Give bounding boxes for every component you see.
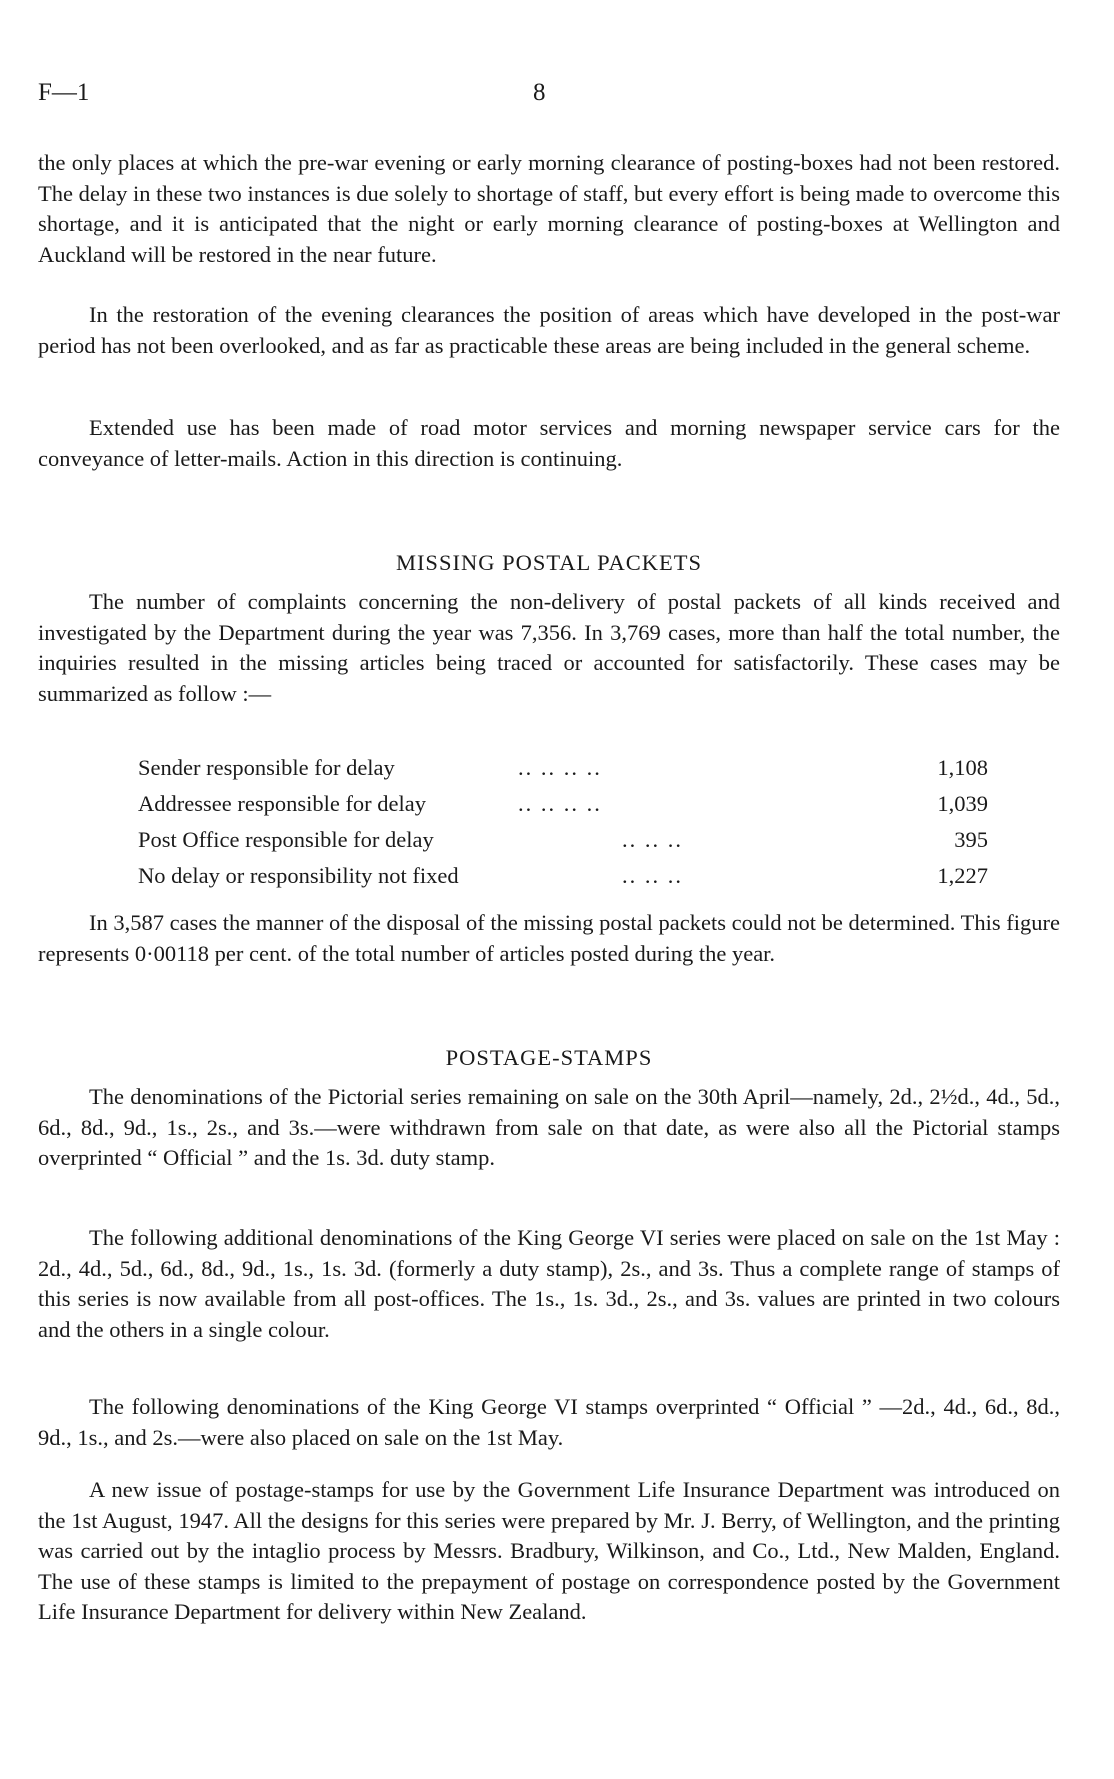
missing-packets-intro: The number of complaints concerning the non-delivery of postal packets of all kinds received and investigated by the Department during the year was 7,356. In 3,769 cases, more than half the total number, the inquiries resulted in the missing articles being traced or accounted for satisfactorily. These cases may be summarized as follow :— — [38, 589, 1060, 706]
report-code: F—1 — [38, 79, 90, 106]
section-heading-missing-packets: MISSING POSTAL PACKETS — [395, 550, 703, 575]
intro-paragraph-2: In the restoration of the evening clearances the position of areas which have developed in the post-war period has not been overlooked, and as far as practicable these areas are being included in the general scheme. — [38, 302, 1060, 358]
stamps-paragraph-3: The following denominations of the King George VI stamps overprinted “ Official ” —2d., 4d., 6d., 8d., 9d., 1s., and 2s.—were also placed on sale on the 1st May. — [38, 1394, 1060, 1450]
summary-label: Sender responsible for delay — [138, 755, 395, 780]
summary-label: Addressee responsible for delay — [138, 791, 427, 816]
page-number: 8 — [533, 79, 546, 106]
missing-packets-closing: In 3,587 cases the manner of the disposal of the missing postal packets could not be determined. This figure represents 0·00118 per cent. of the total number of articles posted during the year. — [38, 910, 1060, 966]
leader-dots: .. .. .. .. — [518, 791, 602, 816]
page-header — [38, 78, 1060, 108]
leader-dots: .. .. .. — [622, 827, 683, 852]
summary-label: Post Office responsible for delay — [138, 827, 434, 852]
summary-label: No delay or responsibility not fixed — [138, 863, 459, 888]
intro-paragraph-1: the only places at which the pre-war evening or early morning clearance of posting-boxes had not been restored. The delay in these two instances is due solely to shortage of staff, but every effort is being made to overcome this shortage, and it is anticipated that the night or early morning clearance of posting-boxes at Wellington and Auckland will be restored in the near future. — [38, 150, 1060, 267]
summary-row — [138, 858, 988, 894]
summary-value: 1,227 — [937, 863, 988, 888]
summary-row — [138, 822, 988, 858]
summary-value: 395 — [954, 827, 988, 852]
stamps-paragraph-4: A new issue of postage-stamps for use by the Government Life Insurance Department was introduced on the 1st August, 1947. All the designs for this series were prepared by Mr. J. Berry, of Wellington, and the printing was carried out by the intaglio process by Messrs. Bradbury, Wilkinson, and Co., Ltd., New Malden, England. The use of these stamps is limited to the prepayment of postage on correspondence posted by the Government Life Insurance Department for delivery within New Zealand. — [38, 1477, 1060, 1624]
leader-dots: .. .. .. — [622, 863, 683, 888]
section-heading-postage-stamps: POSTAGE-STAMPS — [445, 1045, 653, 1070]
summary-row — [138, 786, 988, 822]
summary-value: 1,108 — [937, 755, 988, 780]
summary-table — [138, 750, 988, 894]
stamps-paragraph-2: The following additional denominations of the King George VI series were placed on sale on the 1st May : 2d., 4d., 5d., 6d., 8d., 9d., 1s., 1s. 3d. (formerly a duty stamp), 2s., and 3s. Thus a complete range of stamps of this series is now available from all post-offices. The 1s., 1s. 3d., 2s., and 3s. values are printed in two colours and the others in a single colour. — [38, 1225, 1060, 1342]
leader-dots: .. .. .. .. — [518, 755, 602, 780]
summary-row — [138, 750, 988, 786]
intro-paragraph-3: Extended use has been made of road motor services and morning newspaper service cars for the conveyance of letter-mails. Action in this direction is continuing. — [38, 415, 1060, 471]
summary-value: 1,039 — [937, 791, 988, 816]
stamps-paragraph-1: The denominations of the Pictorial series remaining on sale on the 30th April—namely, 2d., 2½d., 4d., 5d., 6d., 8d., 9d., 1s., 2s., and 3s.—were withdrawn from sale on that date, as were also all the Pictorial stamps overprinted “ Official ” and the 1s. 3d. duty stamp. — [38, 1084, 1060, 1170]
